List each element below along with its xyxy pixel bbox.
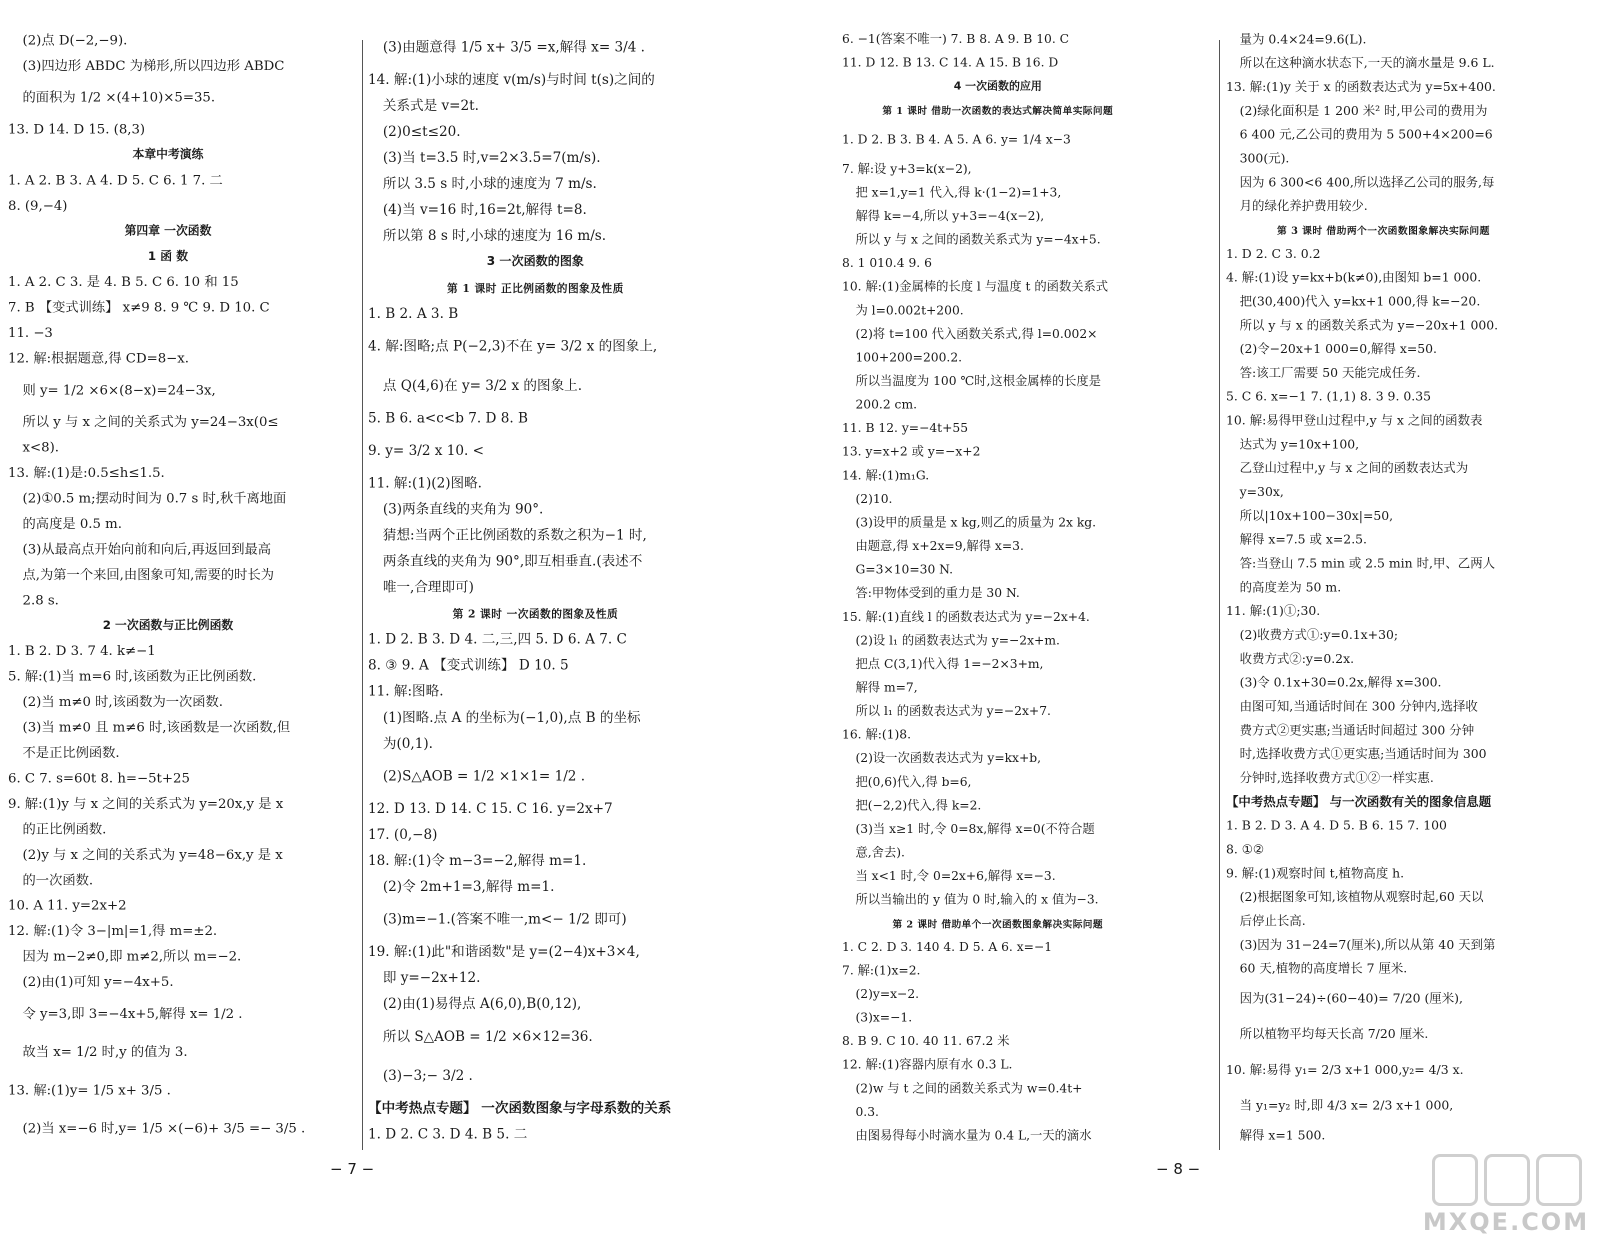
answer-line: 14. 解:(1)小球的速度 v(m/s)与时间 t(s)之间的 xyxy=(368,71,655,88)
answer-line: 解得 x=1 500. xyxy=(1239,1128,1326,1143)
answer-line: 1. A 2. C 3. 是 4. B 5. C 6. 10 和 15 xyxy=(8,274,239,290)
answer-line: 所以当温度为 100 ℃时,这根金属棒的长度是 xyxy=(855,374,1102,389)
answer-line: 故当 x= 1/2 时,y 的值为 3. xyxy=(22,1044,188,1060)
answer-line: (3)x=−1. xyxy=(855,1010,913,1025)
answer-line: 所以 S△AOB = 1/2 ×6×12=36. xyxy=(382,1028,593,1045)
answer-line: 的高度是 0.5 m. xyxy=(22,516,122,532)
answer-line: 11. 解:(1)①;30. xyxy=(1226,604,1321,619)
answer-line: 时,选择收费方式①更实惠;当通话时间为 300 xyxy=(1239,747,1487,762)
answer-line: 把(−2,2)代入,得 k=2. xyxy=(855,798,982,813)
watermark-text: MXQE.COM xyxy=(1422,1208,1590,1236)
answer-line: 13. 解:(1)是:0.5≤h≤1.5. xyxy=(8,465,165,481)
answer-line: (2)当 m≠0 时,该函数为一次函数. xyxy=(22,694,224,710)
answer-line: 200.2 cm. xyxy=(855,397,918,412)
answer-line: (2)y=x−2. xyxy=(855,987,920,1002)
answer-line: 18. 解:(1)令 m−3=−2,解得 m=1. xyxy=(368,852,587,869)
answer-line: 12. 解:根据题意,得 CD=8−x. xyxy=(8,350,189,367)
answer-line: (2)由(1)易得点 A(6,0),B(0,12), xyxy=(382,996,582,1012)
answer-line: 所以 y 与 x 的函数关系式为 y=−20x+1 000. xyxy=(1239,318,1499,333)
answer-line: 15. 解:(1)直线 l 的函数表达式为 y=−2x+4. xyxy=(842,609,1090,625)
answer-line: (3)四边形 ABDC 为梯形,所以四边形 ABDC xyxy=(22,57,285,74)
answer-line: 13. 解:(1)y= 1/5 x+ 3/5 . xyxy=(8,1082,171,1098)
answer-line: 8. B 9. C 10. 40 11. 67.2 米 xyxy=(842,1034,1010,1049)
answer-line: 后停止长高. xyxy=(1239,913,1306,929)
answer-line: (3)两条直线的夹角为 90°. xyxy=(382,501,544,518)
page-number-right: − 8 − xyxy=(1156,1160,1201,1178)
answer-line: 8. ①② xyxy=(1226,842,1265,857)
answer-line: (3)当 x≥1 时,令 0=8x,解得 x=0(不符合题 xyxy=(855,822,1095,837)
answer-line: (2)令 2m+1=3,解得 m=1. xyxy=(382,878,555,895)
answer-line: 19. 解:(1)此"和谐函数"是 y=(2−4)x+3×4, xyxy=(368,944,640,960)
answer-line: 所以 y 与 x 之间的关系式为 y=24−3x(0≤ xyxy=(22,414,279,430)
answer-line: (2)w 与 t 之间的函数关系式为 w=0.4t+ xyxy=(855,1081,1083,1096)
answer-line: (2)设 l₁ 的函数表达式为 y=−2x+m. xyxy=(855,633,1060,648)
answer-line: (1)图略.点 A 的坐标为(−1,0),点 B 的坐标 xyxy=(382,709,641,726)
answer-line: 1. D 2. C 3. D 4. B 5. 二 xyxy=(368,1126,528,1143)
answer-line: 10. 解:(1)金属棒的长度 l 与温度 t 的函数关系式 xyxy=(842,279,1109,295)
answer-line: 点,为第一个来回,由图象可知,需要的时长为 xyxy=(22,567,274,583)
column-1 xyxy=(8,28,328,1148)
section-heading: 4 一次函数的应用 xyxy=(953,80,1042,93)
answer-line: 7. 解:(1)x=2. xyxy=(842,963,921,978)
answer-line: 1. B 2. A 3. B xyxy=(368,306,459,322)
answer-line: 意,舍去). xyxy=(855,845,905,860)
answer-line: (3)当 m≠0 且 m≠6 时,该函数是一次函数,但 xyxy=(22,719,291,736)
answer-line: (3)从最高点开始向前和向后,再返回到最高 xyxy=(22,541,272,558)
answer-line: 1. D 2. C 3. 0.2 xyxy=(1226,246,1321,262)
answer-line: 5. 解:(1)当 m=6 时,该函数为正比例函数. xyxy=(8,668,257,685)
answer-line: 答:该工厂需要 50 天能完成任务. xyxy=(1239,365,1421,381)
answer-line: 不是正比例函数. xyxy=(22,745,120,761)
answer-line: 2.8 s. xyxy=(22,592,59,608)
answer-line: 所以植物平均每天长高 7/20 厘米. xyxy=(1239,1027,1429,1042)
answer-line: (3)因为 31−24=7(厘米),所以从第 40 天到第 xyxy=(1239,937,1496,953)
answer-line: 所以第 8 s 时,小球的速度为 16 m/s. xyxy=(382,227,607,244)
answer-line: 12. D 13. D 14. C 15. C 16. y=2x+7 xyxy=(368,800,613,817)
answer-line: 量为 0.4×24=9.6(L). xyxy=(1239,32,1367,47)
answer-line: 两条直线的夹角为 90°,即互相垂直.(表述不 xyxy=(382,553,643,570)
answer-line: 为 l=0.002t+200. xyxy=(855,303,964,318)
answer-line: 解得 x=7.5 或 x=2.5. xyxy=(1239,532,1367,548)
answer-line: 13. 解:(1)y 关于 x 的函数表达式为 y=5x+400. xyxy=(1226,79,1496,95)
column-divider-right xyxy=(1219,40,1220,1150)
answer-line: 分钟时,选择收费方式①②一样实惠. xyxy=(1239,770,1434,786)
section-heading: 3 一次函数的图象 xyxy=(486,254,585,269)
answer-line: 月的绿化养护费用较少. xyxy=(1239,199,1368,214)
answer-line: 点 Q(4,6)在 y= 3/2 x 的图象上. xyxy=(382,377,583,394)
answer-line: 当 y₁=y₂ 时,即 4/3 x= 2/3 x+1 000, xyxy=(1239,1098,1454,1114)
answer-line: 的一次函数. xyxy=(22,872,94,888)
answer-line: 0.3. xyxy=(855,1104,879,1120)
section-heading: 第 2 课时 一次函数的图象及性质 xyxy=(452,607,619,621)
answer-line: 所以在这种滴水状态下,一天的滴水量是 9.6 L. xyxy=(1239,56,1495,71)
answer-line: 把(30,400)代入 y=kx+1 000,得 k=−20. xyxy=(1239,294,1481,309)
answer-line: 4. 解:(1)设 y=kx+b(k≠0),由图知 b=1 000. xyxy=(1226,270,1482,286)
answer-line: y=30x, xyxy=(1239,484,1284,500)
answer-line: 所以 y 与 x 之间的函数关系式为 y=−4x+5. xyxy=(855,232,1101,247)
answer-line: 13. y=x+2 或 y=−x+2 xyxy=(842,444,981,460)
answer-line: 由图可知,当通话时间在 300 分钟内,选择收 xyxy=(1239,699,1478,714)
answer-line: (4)当 v=16 时,16=2t,解得 t=8. xyxy=(382,201,587,218)
answer-line: 所以当输出的 y 值为 0 时,输入的 x 值为−3. xyxy=(855,892,1099,908)
answer-line: (3)由题意得 1/5 x+ 3/5 =x,解得 x= 3/4 . xyxy=(382,39,645,55)
answer-line: (2)当 x=−6 时,y= 1/5 ×(−6)+ 3/5 =− 3/5 . xyxy=(22,1120,306,1137)
answer-line: 【中考热点专题】 一次函数图象与字母系数的关系 xyxy=(368,1100,672,1117)
section-heading: 2 一次函数与正比例函数 xyxy=(102,618,234,633)
answer-line: 的高度差为 50 m. xyxy=(1239,580,1342,595)
answer-line: 因为(31−24)÷(60−40)= 7/20 (厘米), xyxy=(1239,991,1463,1006)
answer-line: 1. C 2. D 3. 140 4. D 5. A 6. x=−1 xyxy=(842,939,1053,955)
answer-line: 100+200=200.2. xyxy=(855,350,963,365)
answer-line: 所以|10x+100−30x|=50, xyxy=(1239,508,1394,524)
answer-line: 300(元). xyxy=(1239,151,1290,166)
answer-line: 14. 解:(1)m₁G. xyxy=(842,468,930,483)
answer-line: 6. C 7. s=60t 8. h=−5t+25 xyxy=(8,770,190,787)
answer-line: (2)根据图象可知,该植物从观察时起,60 天以 xyxy=(1239,890,1484,905)
section-heading: 第四章 一次函数 xyxy=(124,224,212,238)
answer-line: 达式为 y=10x+100, xyxy=(1239,437,1360,452)
column-3 xyxy=(842,28,1154,1148)
answer-line: 13. D 14. D 15. (8,3) xyxy=(8,121,146,138)
answer-line: (2)收费方式①:y=0.1x+30; xyxy=(1239,627,1399,643)
answer-line: (2)0≤t≤20. xyxy=(382,123,461,140)
answer-line: (2)①0.5 m;摆动时间为 0.7 s 时,秋千离地面 xyxy=(22,490,287,507)
answer-line: 解得 m=7, xyxy=(855,680,918,695)
section-heading: 1 函 数 xyxy=(147,249,189,264)
answer-line: (2)10. xyxy=(855,491,893,507)
answer-line: 答:甲物体受到的重力是 30 N. xyxy=(855,586,1020,601)
answer-line: (2)y 与 x 之间的关系式为 y=48−6x,y 是 x xyxy=(22,847,283,863)
answer-line: 即 y=−2x+12. xyxy=(382,970,481,986)
answer-line: 则 y= 1/2 ×6×(8−x)=24−3x, xyxy=(22,382,216,398)
answer-line: 1. D 2. B 3. D 4. 二,三,四 5. D 6. A 7. C xyxy=(368,631,627,648)
answer-line: 11. B 12. y=−4t+55 xyxy=(842,421,969,436)
answer-line: (2)设一次函数表达式为 y=kx+b, xyxy=(855,751,1042,766)
answer-line: 1. B 2. D 3. A 4. D 5. B 6. 15 7. 100 xyxy=(1226,818,1447,834)
answer-line: 解得 k=−4,所以 y+3=−4(x−2), xyxy=(855,209,1045,224)
answer-line: 17. (0,−8) xyxy=(368,826,438,843)
answer-line: 4. 解:图略;点 P(−2,3)不在 y= 3/2 x 的图象上, xyxy=(368,338,658,355)
column-2 xyxy=(368,28,703,1148)
answer-line: 把点 C(3,1)代入得 1=−2×3+m, xyxy=(855,656,1044,672)
section-heading: 第 3 课时 借助两个一次函数图象解决实际问题 xyxy=(1277,224,1490,237)
answer-line: (2)S△AOB = 1/2 ×1×1= 1/2 . xyxy=(382,768,586,785)
answer-line: 11. −3 xyxy=(8,325,53,341)
answer-line: 1. A 2. B 3. A 4. D 5. C 6. 1 7. 二 xyxy=(8,172,223,188)
answer-line: 5. C 6. x=−1 7. (1,1) 8. 3 9. 0.35 xyxy=(1226,389,1431,405)
answer-line: 所以 l₁ 的函数表达式为 y=−2x+7. xyxy=(855,704,1051,719)
answer-line: 关系式是 v=2t. xyxy=(382,97,479,114)
answer-line: (2)将 t=100 代入函数关系式,得 l=0.002× xyxy=(855,326,1098,342)
answer-line: 1. D 2. B 3. B 4. A 5. A 6. y= 1/4 x−3 xyxy=(842,132,1071,147)
column-4 xyxy=(1226,28,1541,1148)
answer-line: 60 天,植物的高度增长 7 厘米. xyxy=(1239,961,1408,977)
answer-line: 由题意,得 x+2x=9,解得 x=3. xyxy=(855,539,1024,554)
answer-line: 令 y=3,即 3=−4x+5,解得 x= 1/2 . xyxy=(22,1006,243,1022)
answer-line: 7. B 【变式训练】 x≠9 8. 9 ℃ 9. D 10. C xyxy=(8,299,270,316)
answer-line: 8. ③ 9. A 【变式训练】 D 10. 5 xyxy=(368,657,569,674)
answer-line: 【中考热点专题】 与一次函数有关的图象信息题 xyxy=(1226,794,1492,810)
answer-line: 5. B 6. a<c<b 7. D 8. B xyxy=(368,410,528,427)
answer-line: 8. 1 010.4 9. 6 xyxy=(842,256,932,271)
answer-line: 10. 解:易得甲登山过程中,y 与 x 之间的函数表 xyxy=(1226,413,1483,428)
answer-line: (2)令−20x+1 000=0,解得 x=50. xyxy=(1239,342,1438,357)
page-number-left: − 7 − xyxy=(330,1160,375,1178)
answer-line: 7. 解:设 y+3=k(x−2), xyxy=(842,161,972,177)
answer-line: 9. y= 3/2 x 10. < xyxy=(368,442,485,459)
section-heading: 第 1 课时 借助一次函数的表达式解决简单实际问题 xyxy=(882,104,1114,117)
answer-line: 9. 解:(1)y 与 x 之间的关系式为 y=20x,y 是 x xyxy=(8,796,284,812)
answer-line: 为(0,1). xyxy=(382,735,433,752)
answer-line: (2)绿化面积是 1 200 米² 时,甲公司的费用为 xyxy=(1239,103,1488,119)
answer-line: 6 400 元,乙公司的费用为 5 500+4×200=6 xyxy=(1239,127,1493,143)
answer-line: G=3×10=30 N. xyxy=(855,562,954,577)
answer-line: 把 x=1,y=1 代入,得 k·(1−2)=1+3, xyxy=(855,185,1062,200)
answer-line: 费方式②更实惠;当通话时间超过 300 分钟 xyxy=(1239,723,1475,738)
answer-line: (2)点 D(−2,−9). xyxy=(22,32,128,48)
answer-line: 猜想:当两个正比例函数的系数之积为−1 时, xyxy=(382,527,647,544)
watermark-logo xyxy=(1418,1150,1594,1248)
answer-line: 12. 解:(1)令 3−|m|=1,得 m=±2. xyxy=(8,923,218,939)
answer-line: 9. 解:(1)观察时间 t,植物高度 h. xyxy=(1226,866,1405,881)
answer-line: 因为 m−2≠0,即 m≠2,所以 m=−2. xyxy=(22,948,242,965)
answer-line: 答:当登山 7.5 min 或 2.5 min 时,甲、乙两人 xyxy=(1239,556,1496,571)
answer-line: 的面积为 1/2 ×(4+10)×5=35. xyxy=(22,89,216,106)
answer-line: (3)令 0.1x+30=0.2x,解得 x=300. xyxy=(1239,675,1442,691)
answer-line: 11. D 12. B 13. C 14. A 15. B 16. D xyxy=(842,55,1059,71)
answer-line: 收费方式②:y=0.2x. xyxy=(1239,651,1355,667)
answer-line: 16. 解:(1)8. xyxy=(842,727,912,743)
section-heading: 本章中考演练 xyxy=(132,147,204,162)
answer-line: (3)当 t=3.5 时,v=2×3.5=7(m/s). xyxy=(382,149,601,166)
answer-line: (3)设甲的质量是 x kg,则乙的质量为 2x kg. xyxy=(855,515,1097,530)
answer-line: 乙登山过程中,y 与 x 之间的函数表达式为 xyxy=(1239,461,1469,476)
answer-line: 把(0,6)代入,得 b=6, xyxy=(855,774,972,790)
answer-line: (2)由(1)可知 y=−4x+5. xyxy=(22,974,174,990)
answer-line: 12. 解:(1)容器内原有水 0.3 L. xyxy=(842,1057,1013,1073)
column-divider-left xyxy=(362,40,363,1150)
answer-line: 所以 3.5 s 时,小球的速度为 7 m/s. xyxy=(382,175,597,192)
section-heading: 第 1 课时 正比例函数的图象及性质 xyxy=(447,281,624,295)
answer-line: 11. 解:图略. xyxy=(368,683,444,700)
answer-line: 1. B 2. D 3. 7 4. k≠−1 xyxy=(8,643,156,659)
answer-line: 由图易得每小时滴水量为 0.4 L,一天的滴水 xyxy=(855,1128,1092,1143)
answer-line: 的正比例函数. xyxy=(22,821,107,838)
answer-line: 8. (9,−4) xyxy=(8,197,68,214)
answer-line: 10. 解:易得 y₁= 2/3 x+1 000,y₂= 4/3 x. xyxy=(1226,1062,1464,1078)
answer-line: (3)−3;− 3/2 . xyxy=(382,1067,473,1084)
answer-line: x<8). xyxy=(22,439,59,456)
answer-line: 10. A 11. y=2x+2 xyxy=(8,897,127,914)
answer-line: 6. −1(答案不唯一) 7. B 8. A 9. B 10. C xyxy=(842,32,1070,47)
answer-line: (3)m=−1.(答案不唯一,m<− 1/2 即可) xyxy=(382,911,627,928)
answer-line: 因为 6 300<6 400,所以选择乙公司的服务,每 xyxy=(1239,175,1495,190)
answer-line: 唯一,合理即可) xyxy=(382,579,474,596)
answer-line: 当 x<1 时,令 0=2x+6,解得 x=−3. xyxy=(855,869,1056,884)
section-heading: 第 2 课时 借助单个一次函数图象解决实际问题 xyxy=(892,917,1104,930)
answer-line: 11. 解:(1)(2)图略. xyxy=(368,475,482,492)
